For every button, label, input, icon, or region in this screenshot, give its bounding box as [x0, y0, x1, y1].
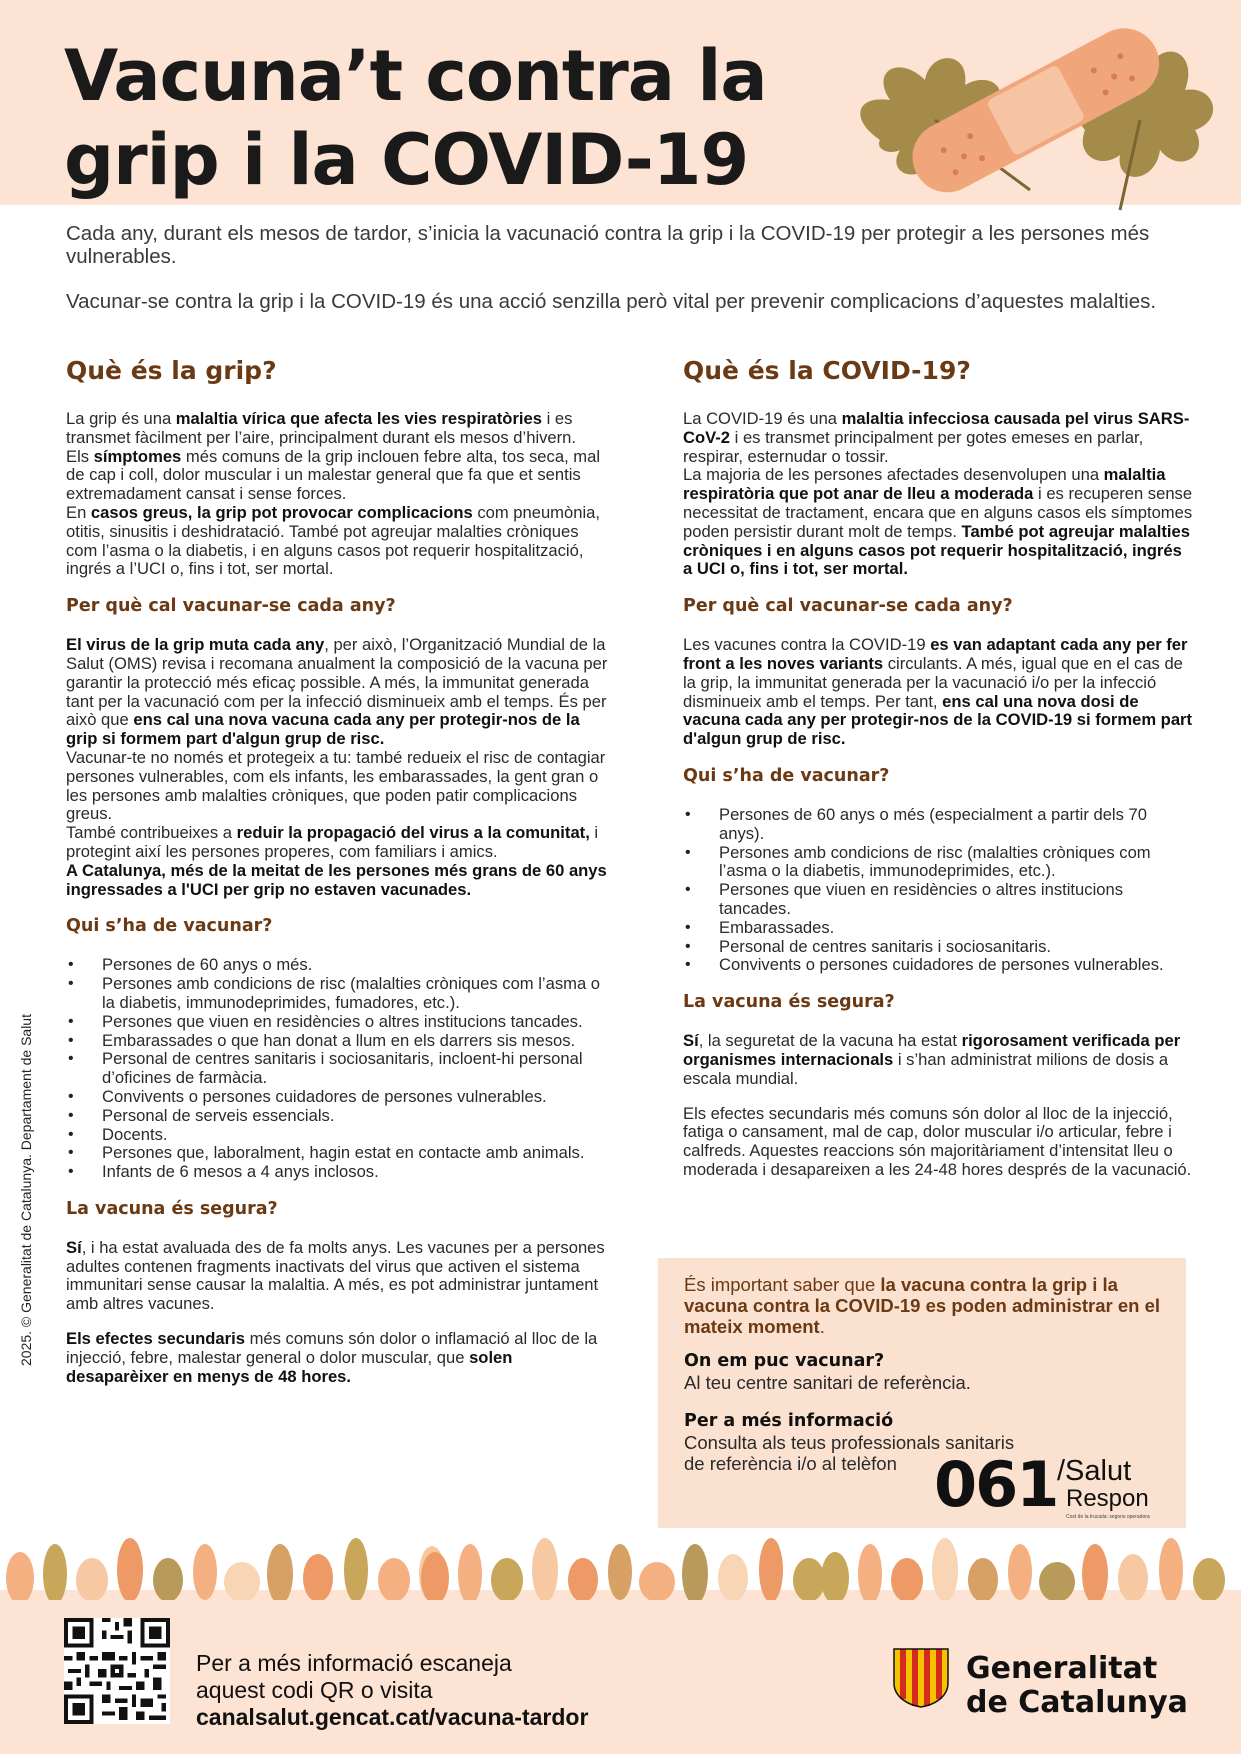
phone-number: 061 — [934, 1448, 1058, 1521]
list-item: • Persones de 60 anys o més. — [66, 956, 611, 975]
intro — [66, 222, 1176, 335]
list-item: • Persones que viuen en residències o altres institucions tancades. — [683, 881, 1193, 919]
list-item: • Persones amb condicions de risc (malalties cròniques com l’asma o la diabetis, immunodeprimides, fumadores, etc.). — [66, 975, 611, 1013]
list-item: • Convivents o persones cuidadores de persones vulnerables. — [683, 956, 1193, 975]
list-item: • Persones amb condicions de risc (malalties cròniques com l’asma o la diabetis, immunodeprimides, etc.). — [683, 844, 1193, 882]
covid-description: La COVID-19 és una malaltia infecciosa causada pel virus SARS-CoV-2 i es transmet principalment per gotes emeses en parlar, respirar, esternudar o tossir. La majoria de les persones afectades desenvolupen una malaltia respiratòria que pot anar de lleu a moderada i es recuperen sense necessitat de tractament, encara que en alguns casos els símptomes poden persistir durant molt de temps. També pot agreujar malalties cròniques i en alguns casos pot requerir hospitalització, ingrés a UCI o, fins i tot, ser mortal. — [683, 409, 1193, 579]
header-banner — [0, 0, 1241, 205]
flu-side-effects-text: Els efectes secundaris més comuns són dolor o inflamació al lloc de la injecció, febre, malestar general o dolor muscular, que solen desaparèixer en menys de 48 hores. — [66, 1329, 598, 1386]
list-item: • Persones que viuen en residències o altres institucions tancades. — [66, 1013, 611, 1032]
covid-safe-text: Sí, la seguretat de la vacuna ha estat rigorosament verificada per organismes internacionals i s’han administrat milions de dosis a escala mundial. — [683, 1031, 1181, 1088]
bandage-leaves-icon — [830, 10, 1230, 220]
list-item: • Personal de centres sanitaris i sociosanitaris. — [683, 938, 1193, 957]
list-item: • Infants de 6 mesos a 4 anys inclosos. — [66, 1163, 611, 1182]
flu-safe-heading: La vacuna és segura? — [66, 1198, 278, 1219]
covid-side-effects-text: Els efectes secundaris més comuns són dolor al lloc de la injecció, fatiga o cansament, mal de cap, dolor muscular i/o articular, febre i calfreds. Aquestes reaccions són majoritàriament d’intensitat lleu o moderada i desapareixen a les 24-48 hores després de la vacunació. — [683, 1103, 1192, 1179]
salut-respon-phone[interactable] — [934, 1448, 1174, 1522]
phone-brand-salut: /Salut — [1057, 1455, 1132, 1487]
title-line-1: Vacuna’t contra la — [64, 35, 767, 117]
where-heading: On em puc vacunar? — [684, 1351, 885, 1371]
qr-code-icon[interactable] — [64, 1618, 170, 1724]
list-item: • Persones que, laboralment, hagin estat en contacte amb animals. — [66, 1144, 611, 1163]
covid-safe-heading: La vacuna és segura? — [683, 992, 895, 1013]
covid-who-list — [683, 806, 1193, 975]
page-title — [64, 34, 767, 202]
copyright-credit: 2025. © Generalitat de Catalunya. Departament de Salut — [18, 1014, 34, 1366]
list-item: • Embarassades o que han donat a llum en els darrers sis mesos. — [66, 1032, 611, 1051]
flu-why-heading: Per què cal vacunar-se cada any? — [66, 596, 396, 617]
co-administration-note: És important saber que la vacuna contra la grip i la vacuna contra la COVID-19 es poden administrar en el mateix moment. — [684, 1274, 1161, 1337]
more-info-text: Consulta als teus professionals sanitaris de referència i/o al telèfon — [684, 1432, 1015, 1474]
canalsalut-link[interactable]: canalsalut.gencat.cat/vacuna-tardor — [196, 1704, 589, 1730]
intro-paragraph-2: Vacunar-se contra la grip i la COVID-19 és una acció senzilla però vital per prevenir complicacions d’aquestes malalties. — [66, 290, 1157, 313]
covid-who-heading: Qui s’ha de vacunar? — [683, 765, 890, 786]
autumn-leaves-decoration — [0, 1530, 1241, 1602]
covid-column — [683, 356, 1193, 1180]
where-text: Al teu centre sanitari de referència. — [684, 1372, 971, 1393]
list-item: • Personal de centres sanitaris i sociosanitaris, incloent-hi personal d’oficines de farmàcia. — [66, 1050, 611, 1088]
flu-why-text: El virus de la grip muta cada any, per això, l’Organització Mundial de la Salut (OMS) revisa i recomana anualment la composició de la vacuna per garantir la protecció més eficaç possible. A més, la immunitat generada tant per la vacunació com per la infecció disminueix amb el temps. És per això que ens cal una nova vacuna cada any per protegir-nos de la grip si formem part d'algun grup de risc. Vacunar-te no només et protegeix a tu: també redueix el risc de contagiar persones vulnerables, com els infants, les embarassades, la gent gran o les persones amb malalties cròniques, que poden patir complicacions greus. També contribueixes a reduir la propagació del virus a la comunitat, i protegint així les persones properes, com familiars i amics. A Catalunya, més de la meitat de les persones més grans de 60 anys ingressades a l'UCI per grip no estaven vacunades. — [66, 635, 608, 899]
intro-paragraph-1: Cada any, durant els mesos de tardor, s’inicia la vacunació contra la grip i la COVID-19 per protegir a les persones més vulnerables. — [66, 222, 1150, 268]
flu-who-list — [66, 956, 611, 1182]
phone-brand-respon: Respon — [1066, 1485, 1149, 1512]
flu-heading: Què és la grip? — [66, 356, 277, 385]
org-line-2: de Catalunya — [966, 1685, 1188, 1720]
flu-description: La grip és una malaltia vírica que afecta les vies respiratòries i es transmet fàcilment per l’aire, principalment durant els mesos d’hivern. Els símptomes més comuns de la grip inclouen febre alta, tos seca, mal de cap i coll, dolor muscular i un malestar general que fa que et sentis extremadament cansat i sense forces. En casos greus, la grip pot provocar complicacions com pneumònia, otitis, sinusitis i deshidratació. També pot agreujar malalties cròniques com l’asma o la diabetis, i en alguns casos pot requerir hospitalització, ingrés a l’UCI o, fins i tot, ser mortal. — [66, 409, 601, 579]
list-item: • Convivents o persones cuidadores de persones vulnerables. — [66, 1088, 611, 1107]
list-item: • Personal de serveis essencials. — [66, 1107, 611, 1126]
list-item: • Persones de 60 anys o més (especialment a partir dels 70 anys). — [683, 806, 1193, 844]
generalitat-wordmark — [966, 1652, 1188, 1720]
qr-line-2: aquest codi QR o visita — [196, 1677, 433, 1703]
flu-who-heading: Qui s’ha de vacunar? — [66, 916, 273, 937]
flu-column — [66, 356, 611, 1386]
qr-instructions — [196, 1650, 588, 1731]
list-item: • Docents. — [66, 1126, 611, 1145]
generalitat-logo-icon — [892, 1647, 950, 1709]
title-line-2: grip i la COVID-19 — [64, 119, 749, 201]
footer — [0, 1600, 1241, 1754]
covid-heading: Què és la COVID-19? — [683, 356, 971, 385]
more-info-heading: Per a més informació — [684, 1411, 894, 1431]
covid-why-text: Les vacunes contra la COVID-19 es van adaptant cada any per fer front a les noves variants circulants. A més, igual que en el cas de la grip, la immunitat generada per la vacunació i/o per la infecció disminueix amb el temps. Per tant, ens cal una nova dosi de vacuna cada any per protegir-nos de la COVID-19 si formem part d'algun grup de risc. — [683, 635, 1193, 749]
phone-cost-note: Cost de la trucada: segons operadora — [1066, 1514, 1150, 1520]
covid-why-heading: Per què cal vacunar-se cada any? — [683, 596, 1013, 617]
org-line-1: Generalitat — [966, 1651, 1158, 1686]
flu-safe-text: Sí, i ha estat avaluada des de fa molts anys. Les vacunes per a persones adultes contenen fragments inactivats del virus que activen el sistema immunitari sense causar la malaltia. A més, es pot administrar juntament amb altres vacunes. — [66, 1237, 605, 1314]
qr-line-1: Per a més informació escaneja — [196, 1650, 512, 1676]
list-item: • Embarassades. — [683, 919, 1193, 938]
info-box — [658, 1258, 1186, 1528]
